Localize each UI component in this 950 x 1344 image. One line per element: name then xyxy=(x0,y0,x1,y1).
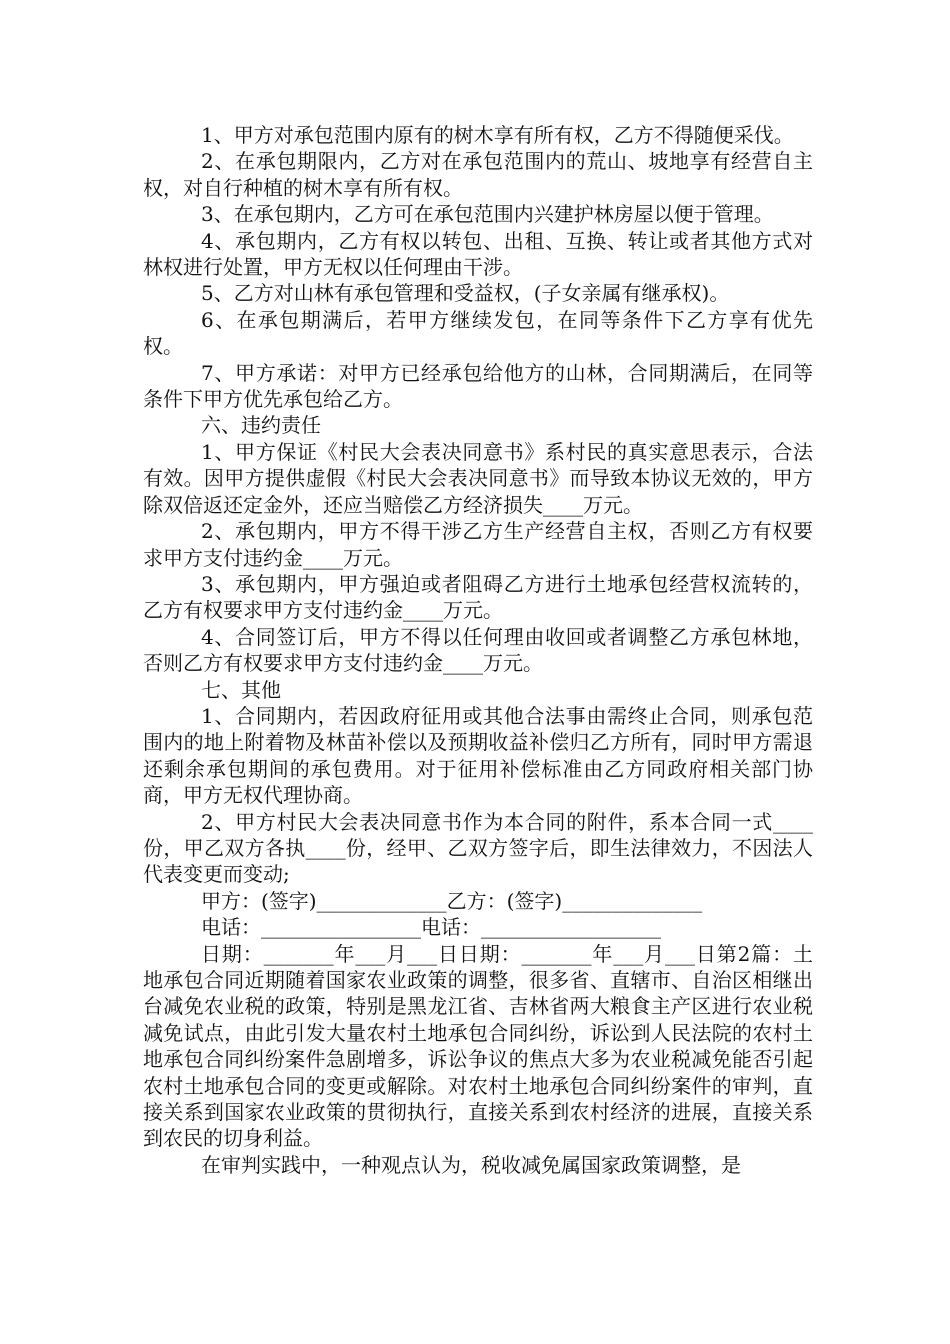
signature-line: 甲方：(签字)_____________乙方：(签字)______________ xyxy=(201,888,703,913)
section-heading-liability: 六、违约责任 xyxy=(201,413,321,438)
judicial-practice-paragraph: 在审判实践中，一种观点认为，税收减免属国家政策调整，是 xyxy=(201,1152,741,1177)
clause-priority-renewal: 6、在承包期满后，若甲方继续发包，在同等条件下乙方享有优先权。 xyxy=(143,307,813,359)
clause-management-benefit: 5、乙方对山林有承包管理和受益权，(子女亲属有继承权)。 xyxy=(201,281,730,306)
phone-line: 电话：________________电话：__________________ xyxy=(201,915,661,940)
liability-clause-4: 4、合同签订后，甲方不得以任何理由收回或者调整乙方承包林地，否则乙方有权要求甲方支付违约金____万元。 xyxy=(143,624,813,676)
section-heading-other: 七、其他 xyxy=(201,677,281,702)
liability-clause-1: 1、甲方保证《村民大会表决同意书》系村民的真实意思表示，合法有效。因甲方提供虚假《村民大会表决同意书》而导致本协议无效的，甲方除双倍返还定金外，还应当赔偿乙方经济损失____万元。 xyxy=(143,439,813,517)
other-clause-2: 2、甲方村民大会表决同意书作为本合同的附件，系本合同一式____份，甲乙双方各执____份，经甲、乙双方签字后，即生法律效力，不因法人代表变更而变动; xyxy=(143,809,813,887)
liability-clause-3: 3、承包期内，甲方强迫或者阻碍乙方进行土地承包经营权流转的，乙方有权要求甲方支付违约金____万元。 xyxy=(143,571,813,623)
clause-forest-rights-transfer: 4、承包期内，乙方有权以转包、出租、互换、转让或者其他方式对林权进行处置，甲方无权以任何理由干涉。 xyxy=(143,228,813,280)
liability-clause-2: 2、承包期内，甲方不得干涉乙方生产经营自主权，否则乙方有权要求甲方支付违约金____万元。 xyxy=(143,519,813,570)
clause-party-a-promise: 7、甲方承诺：对甲方已经承包给他方的山林，合同期满后，在同等条件下甲方优先承包给乙方。 xyxy=(143,360,813,412)
clause-management-autonomy: 2、在承包期限内，乙方对在承包范围内的荒山、坡地享有经营自主权，对自行种植的树木享有所有权。 xyxy=(143,149,813,200)
date-line-and-article-2: 日期：_______年___月___日日期：_______年___月___日第2篇：土地承包合同近期随着国家农业政策的调整，很多省、直辖市、自治区相继出台减免农业税的政策，特别是黑龙江省、吉林省两大粮食主产区进行农业税减免试点，由此引发大量农村土地承包合同纠纷，诉讼到人民法院的农村土地承包合同纠纷案件急剧增多，诉讼争议的焦点大多为农业税减免能否引起农村土地承包合同的变更或解除。对农村土地承包合同纠纷案件的审判，直接关系到国家农业政策的贯彻执行，直接关系到农村经济的进展，直接关系到农民的切身利益。 xyxy=(143,941,813,1151)
document-body xyxy=(143,122,813,1178)
clause-ownership-trees: 1、甲方对承包范围内原有的树木享有所有权，乙方不得随便采伐。 xyxy=(201,123,794,147)
other-clause-1: 1、合同期内，若因政府征用或其他合法事由需终止合同，则承包范围内的地上附着物及林苗补偿以及预期收益补偿归乙方所有，同时甲方需退还剩余承包期间的承包费用。对于征用补偿标准由乙方同政府相关部门协商，甲方无权代理协商。 xyxy=(143,703,813,808)
clause-forest-housing: 3、在承包期内，乙方可在承包范围内兴建护林房屋以便于管理。 xyxy=(201,202,774,227)
